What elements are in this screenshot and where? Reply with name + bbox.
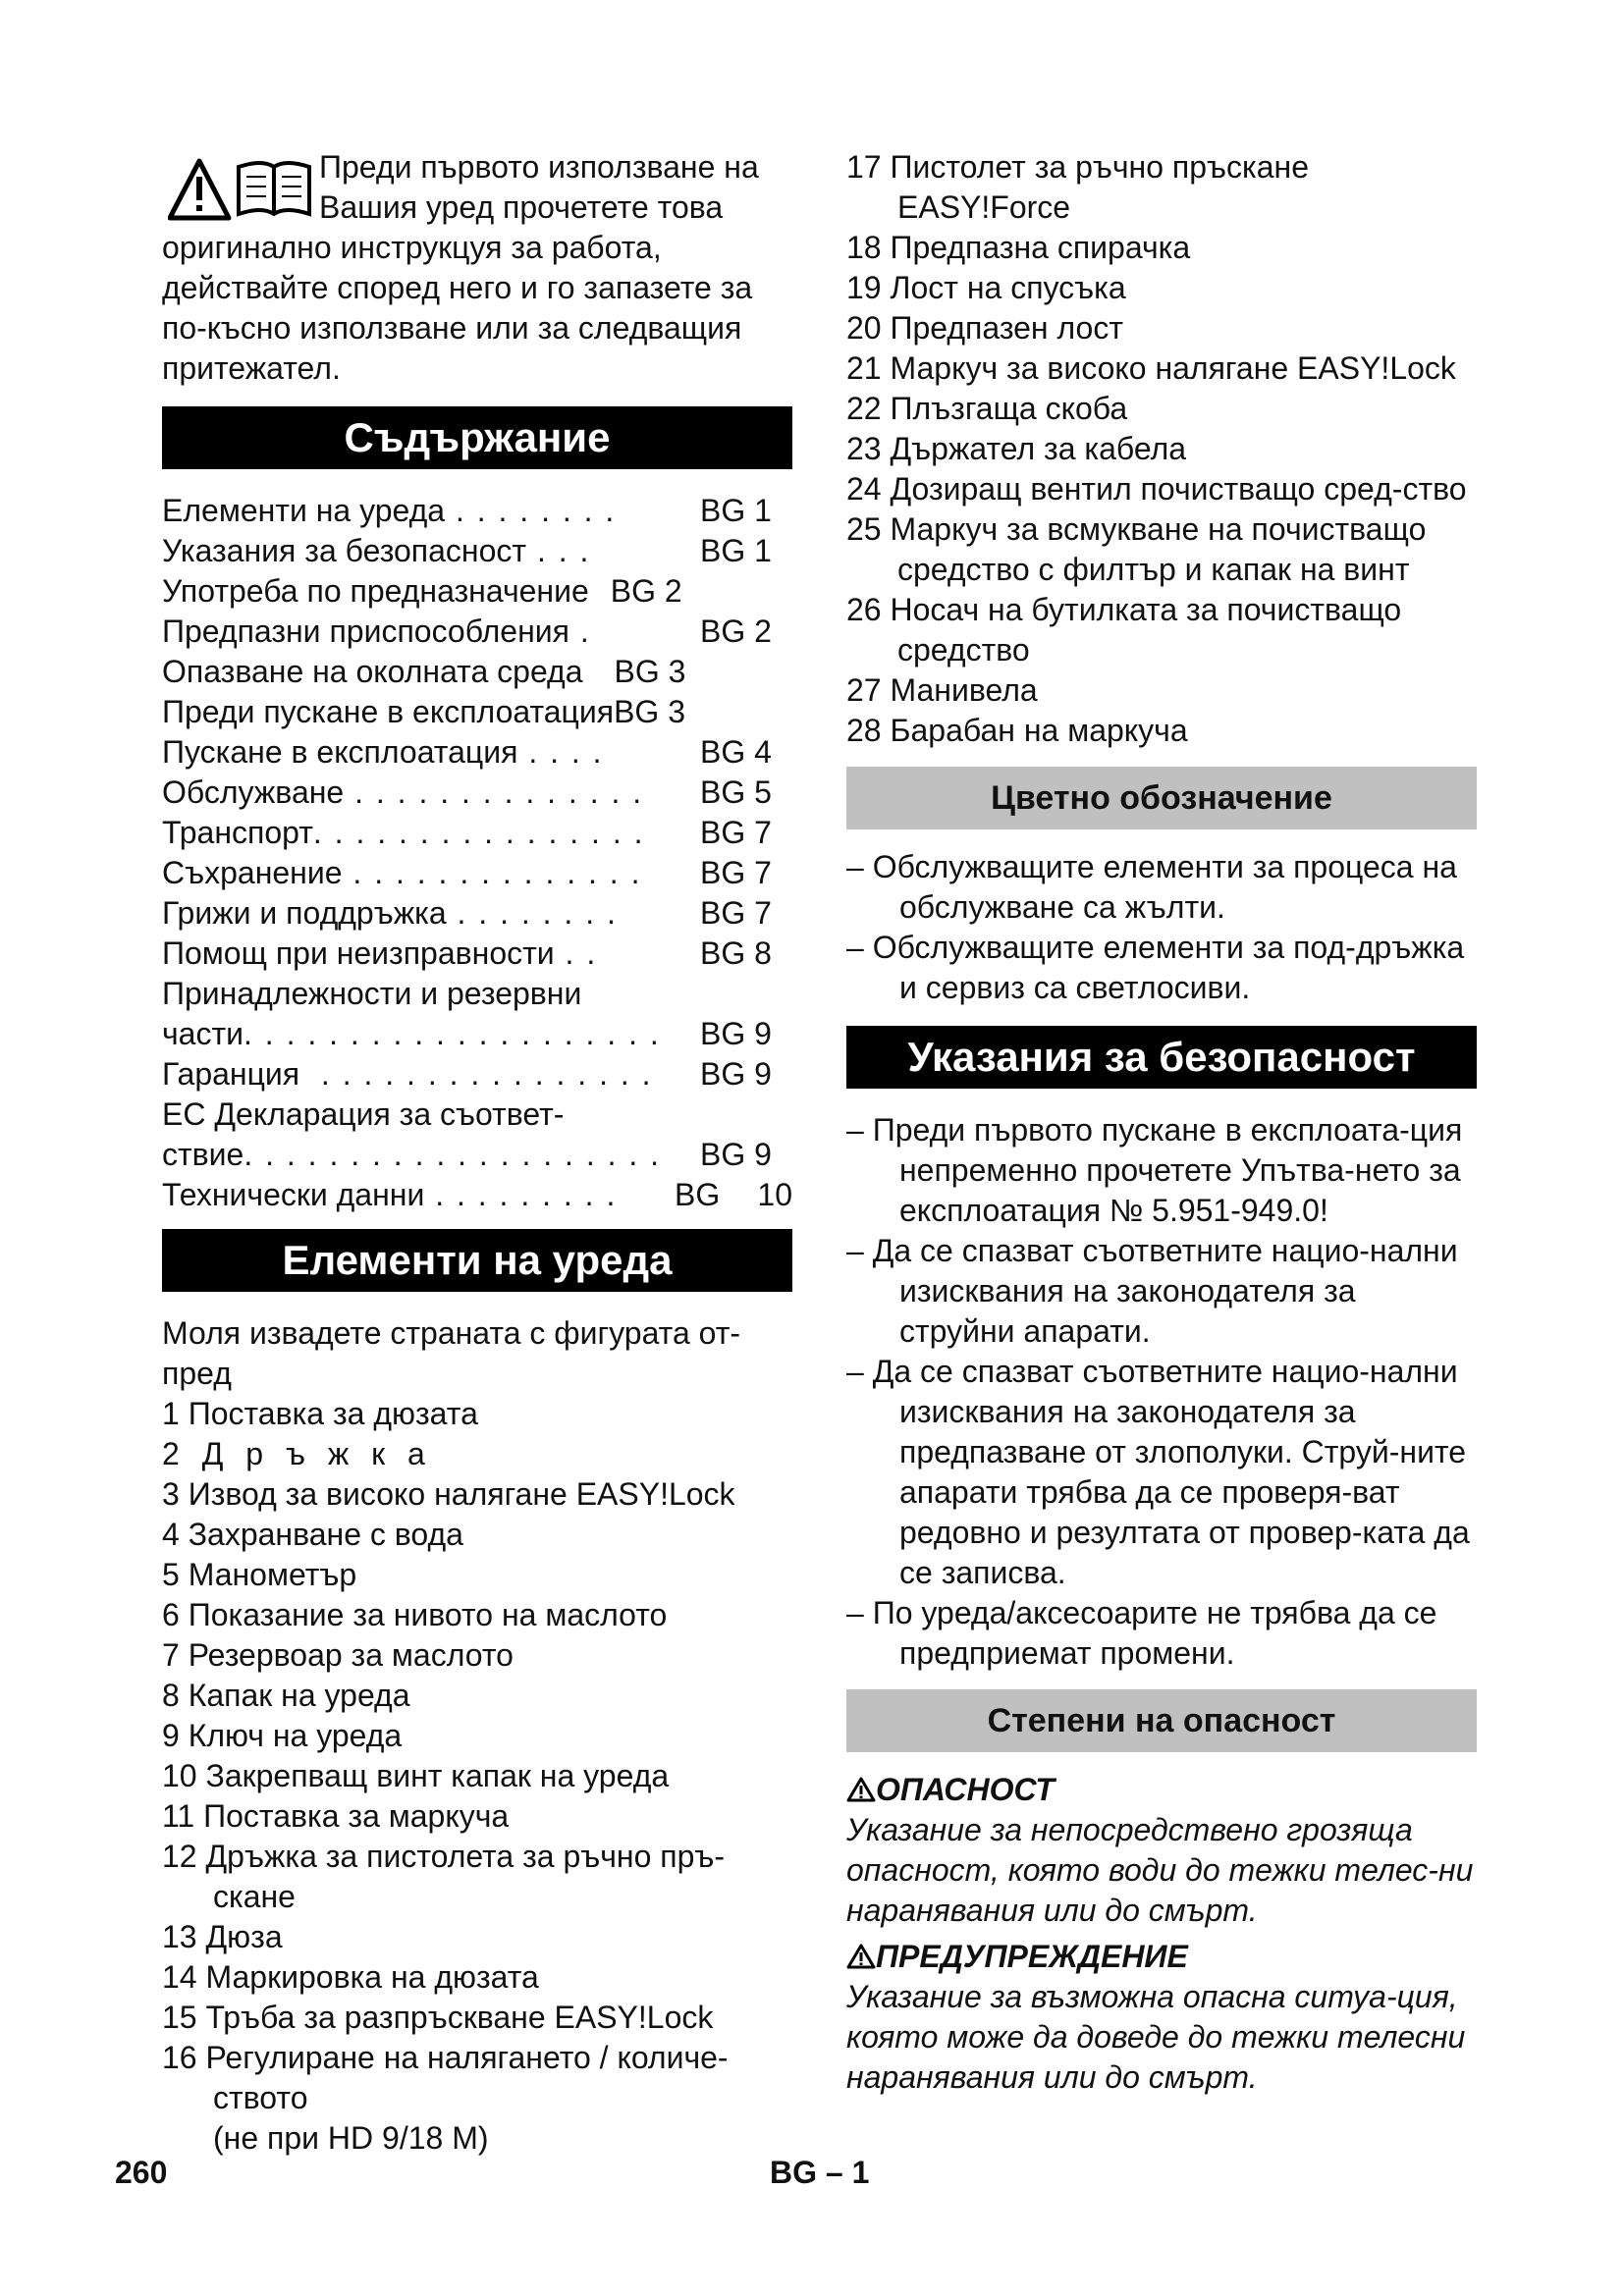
elements-list bbox=[162, 1313, 792, 2159]
color-coding-item: – Обслужващите елементи за под-дръжка и сервиз са светлосиви. bbox=[846, 930, 1465, 1005]
toc-leader: . . . . . . . . bbox=[446, 895, 618, 931]
toc-entry-title: Употреба по предназначение bbox=[162, 573, 589, 609]
safety-list bbox=[846, 1110, 1477, 1674]
toc-entry-title: Предпазни приспособления bbox=[162, 614, 569, 649]
element-item: 13 Дюза bbox=[162, 1919, 283, 1954]
toc-entry-title: части bbox=[162, 1016, 244, 1051]
element-item: 12 Дръжка за пистолета за ръчно пръ-скане bbox=[162, 1839, 726, 1914]
toc-entry-page: BG 7 bbox=[700, 895, 772, 931]
toc-leader: . . . . . . . . . . . . . . bbox=[344, 774, 644, 810]
toc-entry-title: Транспорт bbox=[162, 815, 313, 850]
toc-entry-title: ствие bbox=[162, 1137, 244, 1172]
element-item: 2 Д р ъ ж к а bbox=[162, 1436, 425, 1471]
toc-entry-title: Принадлежности и резервни bbox=[162, 976, 582, 1011]
toc-entry[interactable] bbox=[162, 1135, 792, 1175]
element-item: 22 Плъзгаща скоба bbox=[846, 391, 1128, 426]
toc-entry[interactable] bbox=[162, 974, 792, 1014]
elements-list-continued bbox=[846, 147, 1477, 751]
toc-entry[interactable] bbox=[162, 652, 792, 692]
element-item: 25 Маркуч за всмукване на почистващо средство с филтър и капак на винт bbox=[846, 511, 1427, 587]
elements-intro: Моля извадете страната с фигурата от-пред bbox=[162, 1315, 741, 1391]
toc-entry-page-extra: 10 bbox=[757, 1177, 792, 1212]
toc-entry-page: BG 9 bbox=[700, 1056, 772, 1092]
intro-line: Преди първото използване на bbox=[319, 149, 759, 185]
hazard-levels bbox=[846, 1770, 1477, 2098]
safety-item: – Да се спазват съответните нацио-нални изисквания на законодателя за струйни апарати. bbox=[846, 1233, 1458, 1349]
toc-leader: . . . . . . . . . . . . . . . . bbox=[312, 815, 645, 850]
element-item: 27 Манивела bbox=[846, 672, 1038, 708]
danger-title-text: ОПАСНОСТ bbox=[876, 1772, 1055, 1807]
element-item: 5 Манометър bbox=[162, 1557, 357, 1592]
toc-leader: . . . . . . . . . bbox=[424, 1177, 618, 1212]
toc-entry[interactable] bbox=[162, 612, 792, 652]
element-item: 24 Дозиращ вентил почистващо сред-ство bbox=[846, 471, 1467, 507]
element-item: 1 Поставка за дюзата bbox=[162, 1396, 478, 1431]
toc-entry[interactable] bbox=[162, 692, 792, 732]
warning-manual-icon bbox=[168, 157, 315, 224]
elements-heading: Елементи на уреда bbox=[162, 1229, 792, 1292]
toc-entry-title: Технически данни bbox=[162, 1177, 425, 1212]
element-item: 28 Барабан на маркуча bbox=[846, 713, 1188, 748]
toc-entry-page: BG 2 bbox=[700, 614, 772, 649]
warning-triangle-icon bbox=[846, 1777, 876, 1802]
toc-entry[interactable] bbox=[162, 1014, 792, 1054]
color-coding-list bbox=[846, 847, 1477, 1008]
toc-entry-title: Опазване на околната среда bbox=[162, 654, 583, 689]
toc-entry-title: Гаранция bbox=[162, 1056, 300, 1092]
toc-entry-page: BG 3 bbox=[614, 694, 685, 729]
element-item: 15 Тръба за разпръскване EASY!Lock bbox=[162, 2000, 714, 2035]
element-item: 21 Маркуч за високо налягане EASY!Lock bbox=[846, 350, 1456, 386]
toc-entry[interactable] bbox=[162, 934, 792, 974]
intro-line: Вашия уред прочетете това bbox=[319, 189, 724, 225]
hazard-heading: Степени на опасност bbox=[846, 1689, 1477, 1752]
toc-entry[interactable] bbox=[162, 732, 792, 773]
toc-entry[interactable] bbox=[162, 1054, 792, 1095]
intro-line: по-късно използване или за следващия bbox=[162, 310, 742, 346]
warning-title bbox=[846, 1937, 1477, 1977]
element-item: 23 Държател за кабела bbox=[846, 431, 1187, 466]
element-item: 14 Маркировка на дюзата bbox=[162, 1959, 539, 1995]
intro-line: действайте според него и го запазете за bbox=[162, 270, 753, 305]
toc-entry[interactable] bbox=[162, 813, 792, 853]
element-item: 20 Предпазен лост bbox=[846, 310, 1123, 346]
danger-title bbox=[846, 1770, 1477, 1810]
toc-entry[interactable] bbox=[162, 773, 792, 813]
page-number: 260 bbox=[115, 2155, 168, 2190]
toc-leader: . . . . . . . . . . . . . . . . bbox=[299, 1056, 653, 1092]
toc-entry-page: BG 3 bbox=[614, 654, 686, 689]
toc-entry[interactable] bbox=[162, 571, 792, 612]
element-item: 18 Предпазна спирачка bbox=[846, 230, 1191, 265]
element-item-note: (не при HD 9/18 M) bbox=[213, 2120, 489, 2156]
toc-entry[interactable] bbox=[162, 531, 792, 571]
element-item: 19 Лост на спусъка bbox=[846, 270, 1126, 305]
toc-entry-title: Помощ при неизправности bbox=[162, 935, 555, 971]
toc-entry-title: Пускане в експлоатация bbox=[162, 734, 518, 770]
toc-leader: . . . . bbox=[517, 734, 604, 770]
warning-title-text: ПРЕДУПРЕЖДЕНИЕ bbox=[876, 1939, 1188, 1974]
toc-entry-page: BG 7 bbox=[700, 815, 772, 850]
toc-entry[interactable] bbox=[162, 1095, 792, 1135]
element-item: 7 Резервоар за маслото bbox=[162, 1637, 514, 1673]
safety-item: – Да се спазват съответните нацио-нални изисквания на законодателя за предпазване от злополуки. Струй-ните апарати трябва да се проверя-ват редовно и резултата от провер-ката да се записва. bbox=[846, 1354, 1470, 1590]
toc-entry-title: Грижи и поддръжка bbox=[162, 895, 447, 931]
intro-notice bbox=[162, 147, 792, 389]
toc-leader: . . . . . . . . . . . . . . . . . . . . bbox=[244, 1137, 662, 1172]
safety-heading: Указания за безопасност bbox=[846, 1026, 1477, 1089]
element-item: 9 Ключ на уреда bbox=[162, 1718, 403, 1753]
toc-entry-title: Обслужване bbox=[162, 774, 345, 810]
warning-text: Указание за възможна опасна ситуа-ция, която може да доведе до тежки телесни наранявания или до смърт. bbox=[846, 1979, 1466, 2095]
toc-entry-page: BG 8 bbox=[700, 935, 772, 971]
toc-leader: . . bbox=[554, 935, 598, 971]
toc-entry-page: BG 2 bbox=[610, 573, 682, 609]
element-item: 8 Капак на уреда bbox=[162, 1678, 410, 1713]
intro-line: притежател. bbox=[162, 350, 341, 386]
toc-entry-page: BG bbox=[675, 1177, 721, 1212]
toc-entry-page: BG 7 bbox=[700, 855, 772, 890]
element-item: 3 Извод за високо налягане EASY!Lock bbox=[162, 1476, 735, 1512]
element-item: 26 Носач на бутилката за почистващо средство bbox=[846, 592, 1402, 667]
toc-leader: . . . . . . . . bbox=[445, 493, 617, 528]
toc-heading: Съдържание bbox=[162, 406, 792, 469]
element-item: 17 Пистолет за ръчно пръскане EASY!Force bbox=[846, 149, 1309, 225]
safety-item: – По уреда/аксесоарите не трябва да се предприемат промени. bbox=[846, 1595, 1437, 1671]
toc-entry-page: BG 1 bbox=[700, 533, 772, 568]
toc-entry-title: Указания за безопасност bbox=[162, 533, 527, 568]
toc-entry-page: BG 9 bbox=[700, 1137, 772, 1172]
toc-entry[interactable] bbox=[162, 1175, 792, 1215]
color-coding-heading: Цветно обозначение bbox=[846, 767, 1477, 829]
toc-entry-title: Елементи на уреда bbox=[162, 493, 446, 528]
toc-entry-page: BG 9 bbox=[700, 1016, 772, 1051]
right-column bbox=[846, 147, 1477, 2098]
toc-entry-title: Съхранение bbox=[162, 855, 343, 890]
toc-entry-title: Преди пускане в експлоатация bbox=[162, 694, 615, 729]
toc-entry[interactable] bbox=[162, 491, 792, 531]
toc-leader: . . . . . . . . . . . . . . . . . . . . bbox=[244, 1016, 661, 1051]
element-item: 16 Регулиране на налягането / количе-ството bbox=[162, 2040, 729, 2115]
element-item: 11 Поставка за маркуча bbox=[162, 1798, 510, 1834]
toc-list bbox=[162, 491, 792, 1215]
toc-entry-page: BG 5 bbox=[700, 774, 772, 810]
color-coding-item: – Обслужващите елементи за процеса на обслужване са жълти. bbox=[846, 849, 1457, 925]
toc-leader: . . . bbox=[526, 533, 591, 568]
safety-item: – Преди първото пускане в експлоата-ция непременно прочетете Упътва-нето за експлоатация № 5.951-949.0! bbox=[846, 1112, 1463, 1228]
element-item: 6 Показание за нивото на маслото bbox=[162, 1597, 668, 1632]
left-column bbox=[162, 147, 792, 2159]
toc-entry-page: BG 4 bbox=[700, 734, 772, 770]
element-item: 10 Закрепващ винт капак на уреда bbox=[162, 1758, 670, 1793]
toc-leader: . . . . . . . . . . . . . . bbox=[342, 855, 642, 890]
toc-entry-page: BG 1 bbox=[700, 493, 772, 528]
toc-leader: . bbox=[568, 614, 591, 649]
toc-entry[interactable] bbox=[162, 853, 792, 893]
language-page-label: BG – 1 bbox=[770, 2155, 870, 2190]
toc-entry-title: ЕС Декларация за съответ- bbox=[162, 1096, 565, 1132]
danger-text: Указание за непосредствено грозяща опасност, която води до тежки телес-ни наранявания или до смърт. bbox=[846, 1812, 1474, 1928]
warning-triangle-icon bbox=[846, 1944, 876, 1969]
toc-entry[interactable] bbox=[162, 893, 792, 934]
intro-line: оригинално инструкцуя за работа, bbox=[162, 230, 662, 265]
element-item: 4 Захранване с вода bbox=[162, 1517, 463, 1552]
